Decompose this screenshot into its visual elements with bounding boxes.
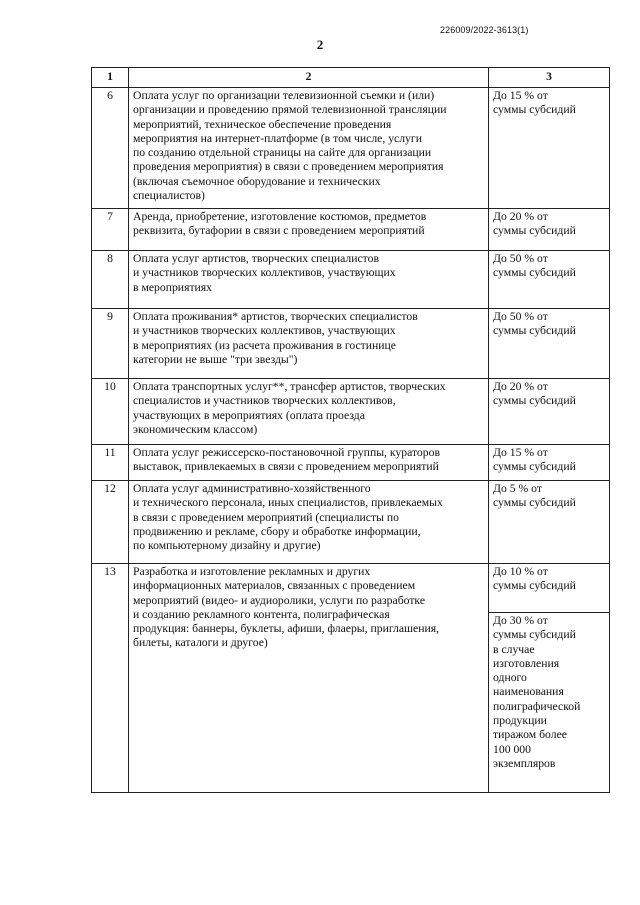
- table-row: [92, 481, 610, 564]
- row-description: Аренда, приобретение, изготовление костюмов, предметов реквизита, бутафории в связи с проведением мероприятий: [129, 209, 489, 251]
- row-percentage: До 15 % от суммы субсидий: [489, 445, 610, 481]
- subsidy-table: [91, 67, 610, 793]
- table-row: [92, 209, 610, 251]
- page-number: 2: [316, 37, 324, 52]
- row-description: Разработка и изготовление рекламных и других информационных материалов, связанных с проведением мероприятий (видео- и аудиоролики, услуги по разработке и созданию рекламного контента, полиграфическая продукция: баннеры, буклеты, афиши, флаеры, приглашения, билеты, каталоги и другое): [129, 564, 489, 793]
- table-row: [92, 379, 610, 445]
- document-id: 226009/2022-3613(1): [440, 25, 529, 35]
- column-header: 1: [92, 68, 129, 88]
- row-description: Оплата услуг по организации телевизионной съемки и (или) организации и проведению прямой телевизионной трансляции мероприятий, техническое обеспечение проведения мероприятия на интернет-платформе (в том числе, услуги по созданию отдельной страницы на сайте для организации проведения мероприятия) в связи с проведением мероприятия (включая съемочное оборудование и технических специалистов): [129, 88, 489, 209]
- row-number: 7: [92, 209, 129, 251]
- row-percentage: До 20 % от суммы субсидий: [489, 209, 610, 251]
- table-row: [92, 564, 610, 613]
- row-description: Оплата услуг режиссерско-постановочной группы, кураторов выставок, привлекаемых в связи с проведением мероприятий: [129, 445, 489, 481]
- row-number: 13: [92, 564, 129, 793]
- row-percentage-extra: До 30 % от суммы субсидий в случае изготовления одного наименования полиграфической продукции тиражом более 100 000 экземпляров: [489, 613, 610, 793]
- row-number: 9: [92, 309, 129, 379]
- row-percentage: До 5 % от суммы субсидий: [489, 481, 610, 564]
- row-number: 12: [92, 481, 129, 564]
- row-number: 10: [92, 379, 129, 445]
- row-percentage: До 10 % от суммы субсидий: [489, 564, 610, 613]
- column-header: 2: [129, 68, 489, 88]
- table-row: [92, 88, 610, 209]
- row-percentage: До 50 % от суммы субсидий: [489, 309, 610, 379]
- row-description: Оплата транспортных услуг**, трансфер артистов, творческих специалистов и участников творческих коллективов, участвующих в мероприятиях (оплата проезда экономическим классом): [129, 379, 489, 445]
- row-number: 11: [92, 445, 129, 481]
- table-header-row: [92, 68, 610, 88]
- row-description: Оплата проживания* артистов, творческих специалистов и участников творческих коллективов, участвующих в мероприятиях (из расчета проживания в гостинице категории не выше "три звезды"): [129, 309, 489, 379]
- table-row: [92, 251, 610, 309]
- row-percentage: До 20 % от суммы субсидий: [489, 379, 610, 445]
- row-number: 8: [92, 251, 129, 309]
- row-percentage: До 50 % от суммы субсидий: [489, 251, 610, 309]
- row-description: Оплата услуг административно-хозяйственного и технического персонала, иных специалистов, привлекаемых в связи с проведением мероприятий (специалисты по продвижению и рекламе, сбору и обработке информации, по компьютерному дизайну и другие): [129, 481, 489, 564]
- column-header: 3: [489, 68, 610, 88]
- table-row: [92, 445, 610, 481]
- table-row: [92, 309, 610, 379]
- row-number: 6: [92, 88, 129, 209]
- row-percentage: До 15 % от суммы субсидий: [489, 88, 610, 209]
- row-description: Оплата услуг артистов, творческих специалистов и участников творческих коллективов, участвующих в мероприятиях: [129, 251, 489, 309]
